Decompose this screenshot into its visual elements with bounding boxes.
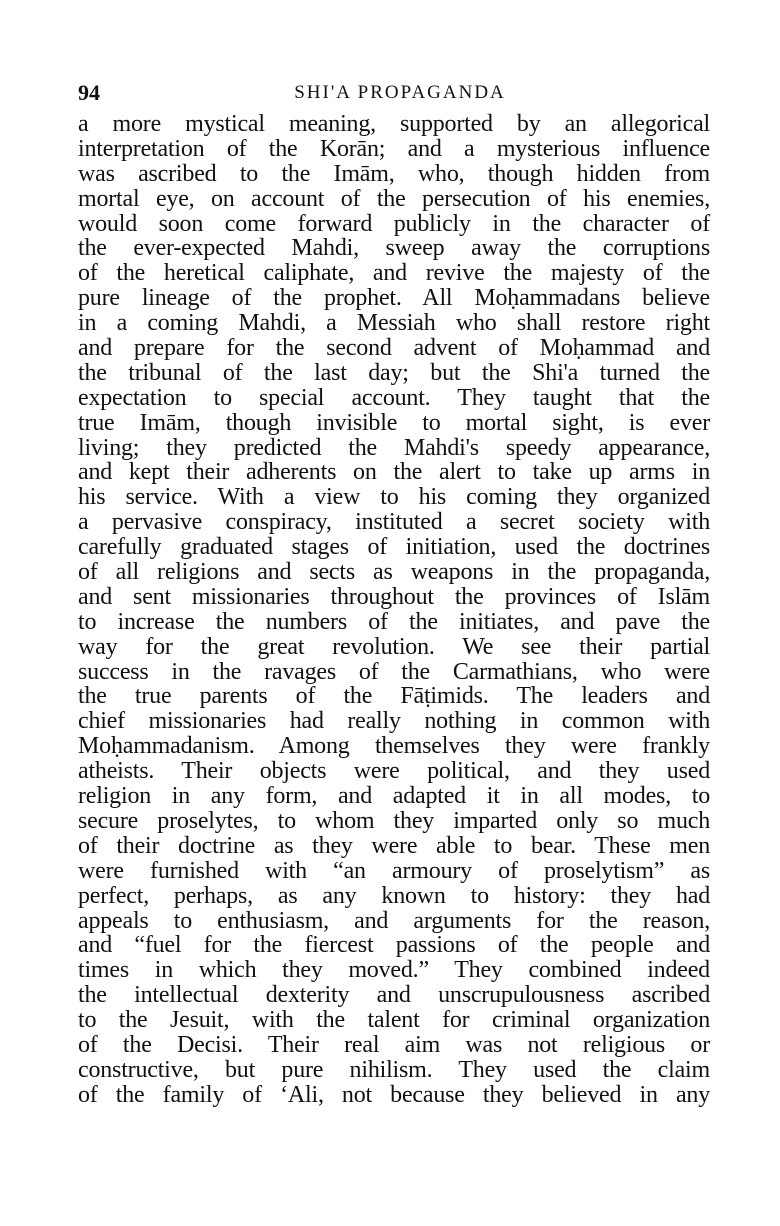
text-line: true Imām, though invisible to mortal sight, is ever [78, 409, 710, 436]
text-line: mortal eye, on account of the persecution of his enemies, [78, 185, 710, 212]
page-number: 94 [78, 80, 100, 105]
running-title: SHI'A PROPAGANDA [294, 82, 506, 103]
text-line: times in which they moved.” They combined indeed [78, 957, 710, 984]
text-line: his service. With a view to his coming they organized [78, 484, 710, 511]
text-line: a pervasive conspiracy, instituted a secret society with [78, 509, 710, 536]
text-line: in a coming Mahdi, a Messiah who shall restore right [78, 310, 710, 337]
running-head [78, 78, 710, 108]
text-line: success in the ravages of the Carmathians, who were [78, 658, 710, 685]
body-text [78, 112, 710, 1108]
text-line: expectation to special account. They taught that the [78, 384, 710, 411]
text-line: secure proselytes, to whom they imparted only so much [78, 807, 710, 834]
text-line: Moḥammadanism. Among themselves they were frankly [78, 733, 710, 760]
text-line: was ascribed to the Imām, who, though hidden from [78, 160, 710, 187]
text-line: of the Decisi. Their real aim was not religious or [78, 1031, 710, 1058]
text-line: a more mystical meaning, supported by an allegorical [78, 111, 710, 137]
text-line: and kept their adherents on the alert to take up arms in [78, 459, 710, 486]
text-line: pure lineage of the prophet. All Moḥammadans believe [78, 285, 710, 312]
text-line: of all religions and sects as weapons in the propaganda, [78, 559, 710, 586]
text-line: of the family of ‘Ali, not because they believed in any [78, 1081, 710, 1108]
text-line: interpretation of the Korān; and a mysterious influence [78, 135, 710, 162]
text-line: of the heretical caliphate, and revive the majesty of the [78, 260, 710, 287]
text-line: the tribunal of the last day; but the Shi'a turned the [78, 359, 710, 386]
text-line: and sent missionaries throughout the provinces of Islām [78, 583, 710, 610]
text-line: religion in any form, and adapted it in all modes, to [78, 783, 710, 810]
text-line: would soon come forward publicly in the character of [78, 210, 710, 237]
text-line: constructive, but pure nihilism. They used the claim [78, 1056, 710, 1083]
text-line: atheists. Their objects were political, and they used [78, 758, 710, 785]
text-line: the true parents of the Fāṭimids. The leaders and [78, 683, 710, 710]
text-line: the ever-expected Mahdi, sweep away the corruptions [78, 235, 710, 262]
text-line: way for the great revolution. We see their partial [78, 633, 710, 660]
text-line: living; they predicted the Mahdi's speedy appearance, [78, 434, 710, 461]
text-line: appeals to enthusiasm, and arguments for the reason, [78, 907, 710, 934]
text-line: to increase the numbers of the initiates, and pave the [78, 608, 710, 635]
text-line: carefully graduated stages of initiation, used the doctrines [78, 534, 710, 561]
text-line: were furnished with “an armoury of proselytism” as [78, 857, 710, 884]
text-line: the intellectual dexterity and unscrupulousness ascribed [78, 982, 710, 1009]
text-line: of their doctrine as they were able to bear. These men [78, 832, 710, 859]
text-line: to the Jesuit, with the talent for criminal organization [78, 1007, 710, 1034]
text-line: and prepare for the second advent of Moḥammad and [78, 335, 710, 362]
text-line: chief missionaries had really nothing in common with [78, 708, 710, 735]
text-line: and “fuel for the fiercest passions of the people and [78, 932, 710, 959]
text-line: perfect, perhaps, as any known to history: they had [78, 882, 710, 909]
